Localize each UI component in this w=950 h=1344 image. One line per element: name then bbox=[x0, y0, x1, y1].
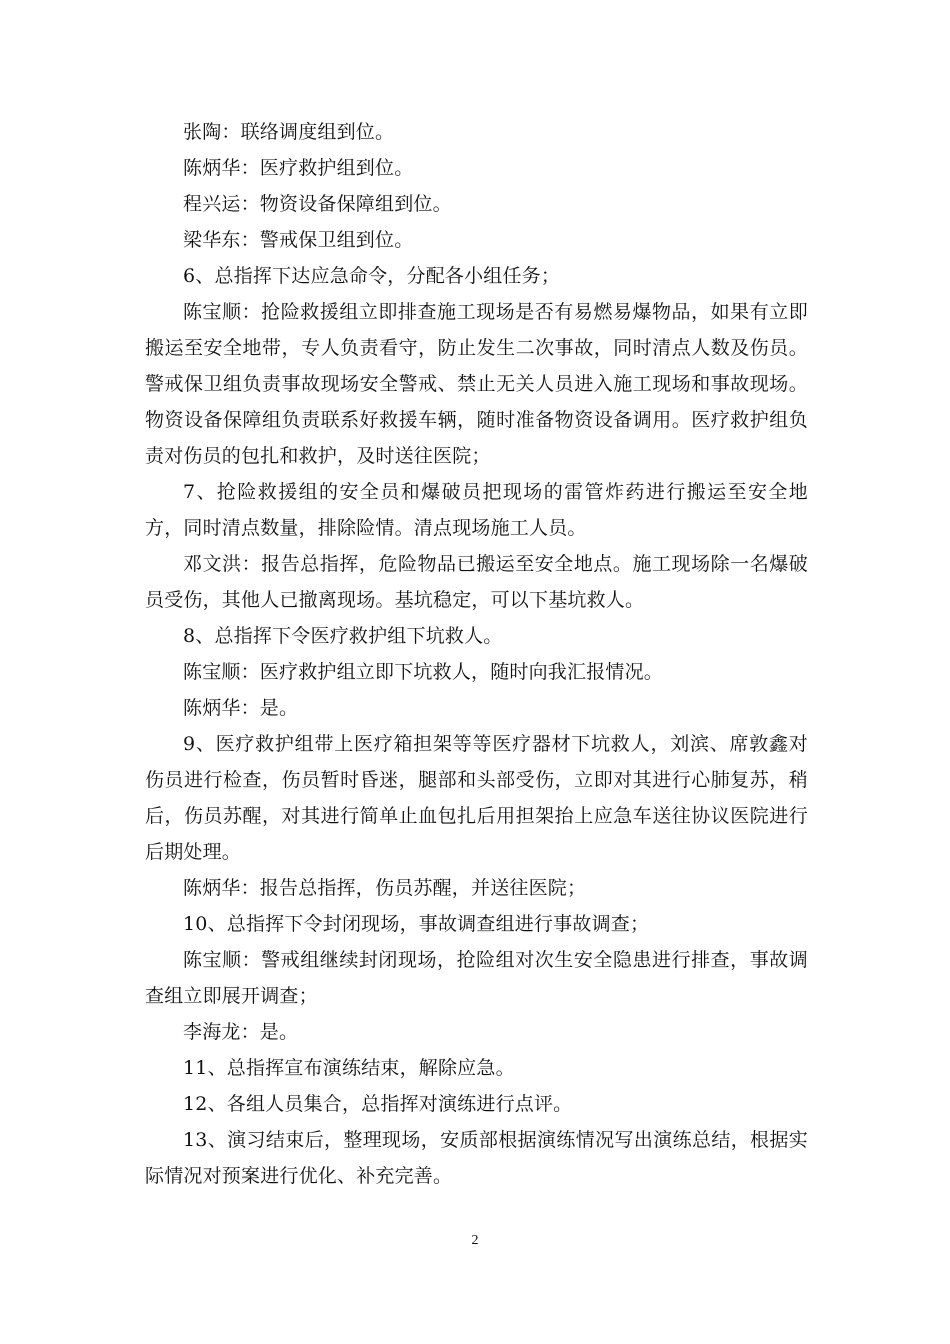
paragraph: 李海龙：是。 bbox=[183, 1021, 299, 1043]
paragraph: 陈宝顺：警戒组继续封闭现场，抢险组对次生安全隐患进行排查，事故调查组立即展开调查； bbox=[145, 949, 808, 1007]
page-number: 2 bbox=[471, 1233, 479, 1248]
paragraph: 陈炳华：是。 bbox=[183, 697, 299, 719]
paragraph: 陈宝顺：抢险救援组立即排查施工现场是否有易燃易爆物品，如果有立即搬运至安全地带，专人负责看守，防止发生二次事故，同时清点人数及伤员。警戒保卫组负责事故现场安全警戒、禁止无关人员进入施工现场和事故现场。物资设备保障组负责联系好救援车辆，随时准备物资设备调用。医疗救护组负责对伤员的包扎和救护，及时送往医院； bbox=[145, 301, 808, 467]
paragraph: 邓文洪：报告总指挥，危险物品已搬运至安全地点。施工现场除一名爆破员受伤，其他人已撤离现场。基坑稳定，可以下基坑救人。 bbox=[145, 553, 808, 611]
paragraph: 陈炳华：医疗救护组到位。 bbox=[183, 157, 414, 179]
paragraph: 8、总指挥下令医疗救护组下坑救人。 bbox=[183, 625, 503, 647]
paragraph: 12、各组人员集合，总指挥对演练进行点评。 bbox=[183, 1093, 573, 1115]
paragraph: 6、总指挥下达应急命令，分配各小组任务； bbox=[183, 265, 561, 287]
paragraph: 陈炳华：报告总指挥，伤员苏醒，并送往医院； bbox=[183, 877, 587, 899]
paragraph: 11、总指挥宣布演练结束，解除应急。 bbox=[183, 1057, 515, 1079]
paragraph: 梁华东：警戒保卫组到位。 bbox=[183, 229, 414, 251]
paragraph: 程兴运：物资设备保障组到位。 bbox=[183, 193, 452, 215]
paragraph: 7、抢险救援组的安全员和爆破员把现场的雷管炸药进行搬运至安全地方，同时清点数量，排除险情。清点现场施工人员。 bbox=[145, 481, 808, 539]
paragraph: 张陶：联络调度组到位。 bbox=[183, 121, 395, 143]
paragraph: 陈宝顺：医疗救护组立即下坑救人，随时向我汇报情况。 bbox=[183, 661, 664, 683]
document-body bbox=[145, 114, 808, 1194]
paragraph: 9、医疗救护组带上医疗箱担架等等医疗器材下坑救人，刘滨、席敦鑫对伤员进行检查，伤员暂时昏迷，腿部和头部受伤，立即对其进行心肺复苏，稍后，伤员苏醒，对其进行简单止血包扎后用担架抬上应急车送往协议医院进行后期处理。 bbox=[145, 733, 808, 863]
paragraph: 13、演习结束后，整理现场，安质部根据演练情况写出演练总结，根据实际情况对预案进行优化、补充完善。 bbox=[145, 1129, 808, 1187]
paragraph: 10、总指挥下令封闭现场，事故调查组进行事故调查； bbox=[183, 913, 650, 935]
